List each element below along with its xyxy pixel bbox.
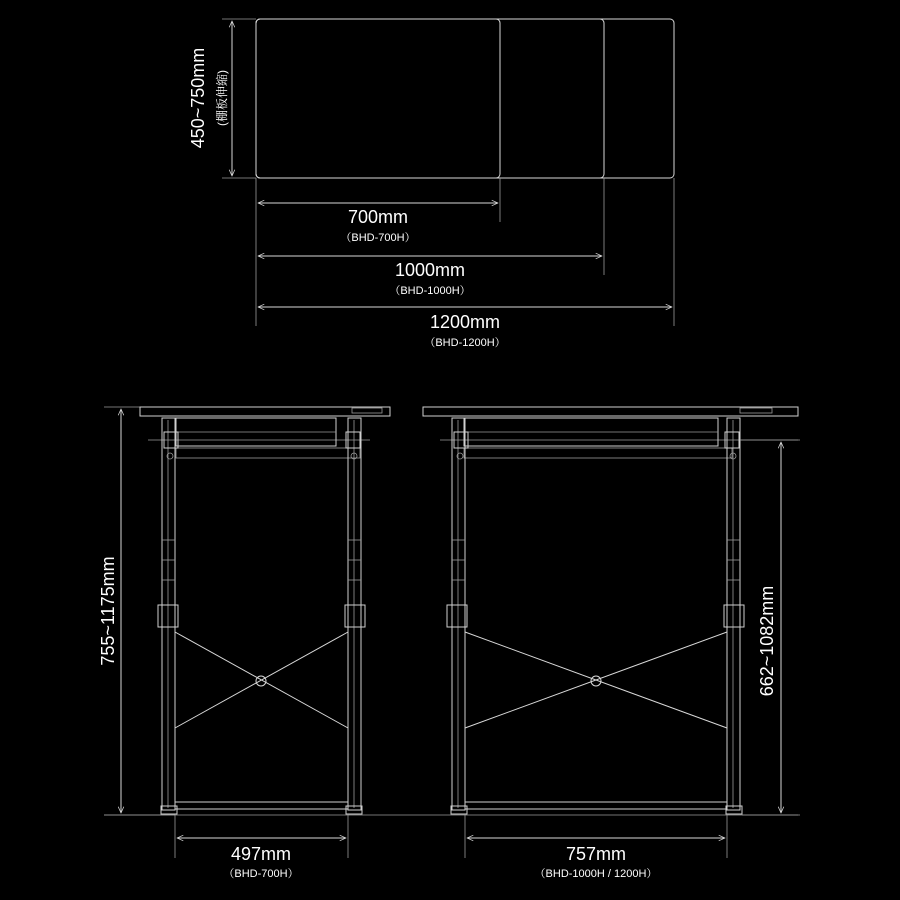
depth-note: (棚板伸縮) (215, 70, 229, 126)
clamp-left (447, 605, 467, 627)
brace-joint (256, 676, 266, 686)
bottom-bar (175, 802, 348, 809)
inner-width-700-model: （BHD-700H） (223, 868, 299, 880)
leg-right (727, 418, 740, 810)
width-700-model: （BHD-700H） (340, 232, 416, 244)
width-700-label: 700mm (347, 207, 409, 227)
leg-left (162, 418, 175, 810)
width-1000-label: 1000mm (394, 260, 466, 280)
inner-width-700-label: 497mm (230, 844, 292, 864)
inner-width-1000-model: （BHD-1000H / 1200H） (534, 868, 658, 880)
width-1200-model: （BHD-1200H） (424, 337, 506, 349)
leg-right (348, 418, 361, 810)
front-view-700 (98, 407, 390, 880)
bottom-bar (465, 802, 727, 809)
top-view (188, 19, 674, 349)
depth-label: 450~750mm (188, 47, 208, 149)
shelf-outline-1200 (256, 19, 674, 178)
width-1200-label: 1200mm (429, 312, 501, 332)
leg-left (452, 418, 465, 810)
shelf-outline-1000 (256, 19, 604, 178)
front-view-1000-1200 (423, 407, 800, 880)
overall-height-label: 755~1175mm (98, 556, 118, 666)
inner-height-label: 662~1082mm (757, 585, 777, 697)
width-1000-model: （BHD-1000H） (389, 285, 471, 297)
shelf-outline-700 (256, 19, 500, 178)
inner-width-1000-label: 757mm (565, 844, 627, 864)
